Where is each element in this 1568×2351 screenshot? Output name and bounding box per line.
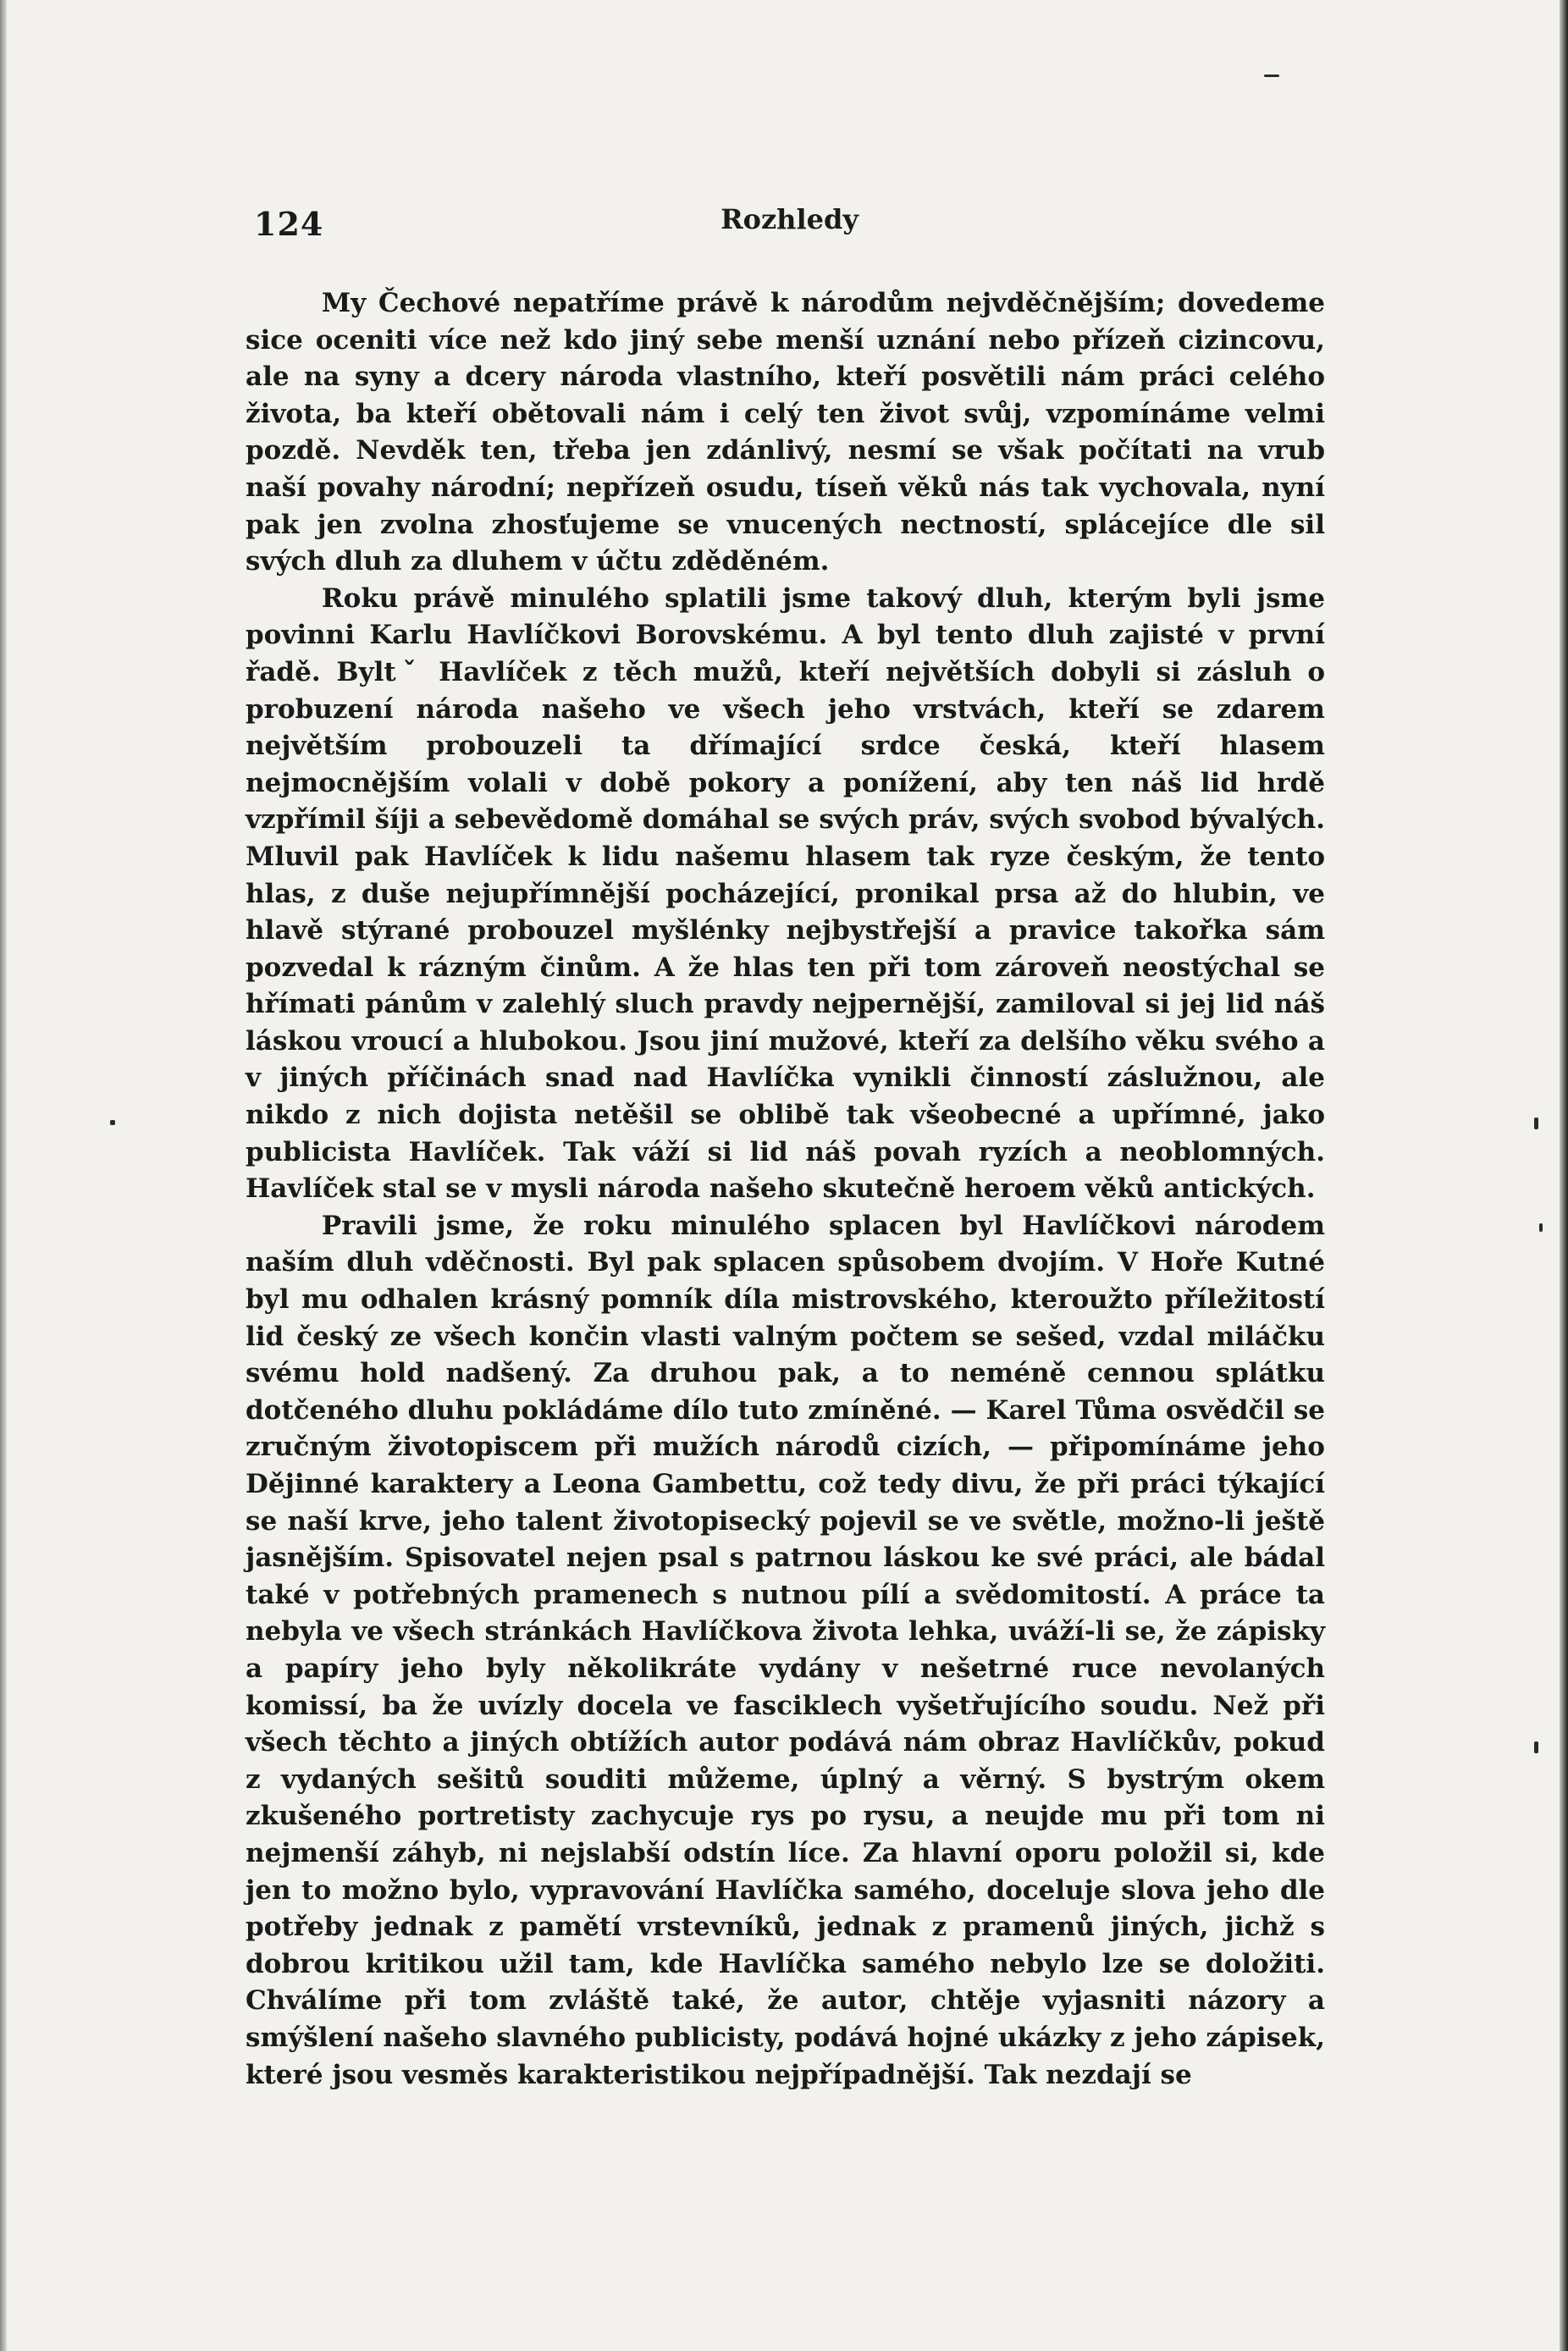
scan-speck (1539, 1223, 1543, 1232)
scan-speck (1264, 75, 1279, 77)
page-right-edge (1560, 0, 1568, 2351)
paragraph: Pravili jsme, že roku minulého splacen byl Havlíčkovi národem naším dluh vděčnosti. Byl pak splacen spůsobem dvojím. V Hoře Kutné byl mu odhalen krásný pomník díla mistrovského, kteroužto příležitostí lid český ze všech končin vlasti valným počtem se sešed, vzdal miláčku svému hold nadšený. Za druhou pak, a to neméně cennou splátku dotčeného dluhu pokládáme dílo tuto zmíněné. — Karel Tůma osvědčil se zručným životopiscem při mužích národů cizích, — připomínáme jeho Dějinné karaktery a Leona Gambettu, což tedy divu, že při práci týkající se naší krve, jeho talent životopisecký pojevil se ve světle, možno-li ještě jasnějším. Spisovatel nejen psal s patrnou láskou ke své práci, ale bádal také v potřebných pramenech s nutnou pílí a svědomitostí. A práce ta nebyla ve všech stránkách Havlíčkova života lehka, uváží-li se, že zápisky a papíry jeho byly několikráte vydány v nešetrné ruce nevolaných komissí, ba že uvízly docela ve fasciklech vyšetřujícího soudu. Než při všech těchto a jiných obtížích autor podává nám obraz Havlíčkův, pokud z vydaných sešitů souditi můžeme, úplný a věrný. S bystrým okem zkušeného portretisty zachycuje rys po rysu, a neujde mu při tom ni nejmenší záhyb, ni nejslabší odstín líce. Za hlavní oporu položil si, kde jen to možno bylo, vypravování Havlíčka samého, doceluje slova jeho dle potřeby jednak z pamětí vrstevníků, jednak z pramenů jiných, jichž s dobrou kritikou užil tam, kde Havlíčka samého nebylo lze se doložiti. Chválíme při tom zvláště také, že autor, chtěje vyjasniti názory a smýšlení našeho slavného publicisty, podává hojné ukázky z jeho zápisek, které jsou vesměs karakteristikou nejpřípadnější. Tak nezdají se (246, 1210, 1325, 2090)
body-text (246, 285, 1325, 2094)
scan-speck (1534, 1118, 1538, 1129)
running-title: Rozhledy (721, 203, 859, 235)
running-head (254, 196, 1325, 247)
scan-speck (110, 1120, 115, 1125)
scan-speck (1534, 1741, 1538, 1753)
paragraph: My Čechové nepatříme právě k národům nejvděčnějším; dovedeme sice oceniti více než kdo jiný sebe menší uznání nebo přízeň cizincovu, ale na syny a dcery národa vlastního, kteří posvětili nám práci celého života, ba kteří obětovali nám i celý ten život svůj, vzpomínáme velmi pozdě. Nevděk ten, třeba jen zdánlivý, nesmí se však počítati na vrub naší povahy národní; nepřízeň osudu, tíseň věků nás tak vychovala, nyní pak jen zvolna zhosťujeme se vnucených nectností, splácejíce dle sil svých dluh za dluhem v účtu zděděném. (246, 288, 1325, 577)
page-left-edge (0, 0, 7, 2351)
page-number: 124 (254, 205, 324, 243)
paragraph: Roku právě minulého splatili jsme takový dluh, kterým byli jsme povinni Karlu Havlíčkovi Borovskému. A byl tento dluh zajisté v první řadě. Byltˇ Havlíček z těch mužů, kteří největších dobyli si zásluh o probuzení národa našeho ve všech jeho vrstvách, kteří se zdarem největším probouzeli ta dřímající srdce česká, kteří hlasem nejmocnějším volali v době pokory a ponížení, aby ten náš lid hrdě vzpřímil šíji a sebevědomě domáhal se svých práv, svých svobod bývalých. Mluvil pak Havlíček k lidu našemu hlasem tak ryze českým, že tento hlas, z duše nejupřímnější pocházející, pronikal prsa až do hlubin, ve hlavě stýrané probouzel myšlénky nejbystřejší a pravice takořka sám pozvedal k rázným činům. A že hlas ten při tom zároveň neostýchal se hřímati pánům v zalehlý sluch pravdy nejpernější, zamiloval si jej lid náš láskou vroucí a hlubokou. Jsou jiní mužové, kteří za delšího věku svého a v jiných příčinách snad nad Havlíčka vynikli činností záslužnou, ale nikdo z nich dojista netěšil se oblibě tak všeobecné a upřímné, jako publicista Havlíček. Tak váží si lid náš povah ryzích a neoblomných. Havlíček stal se v mysli národa našeho skutečně heroem věků antických. (246, 582, 1325, 1205)
